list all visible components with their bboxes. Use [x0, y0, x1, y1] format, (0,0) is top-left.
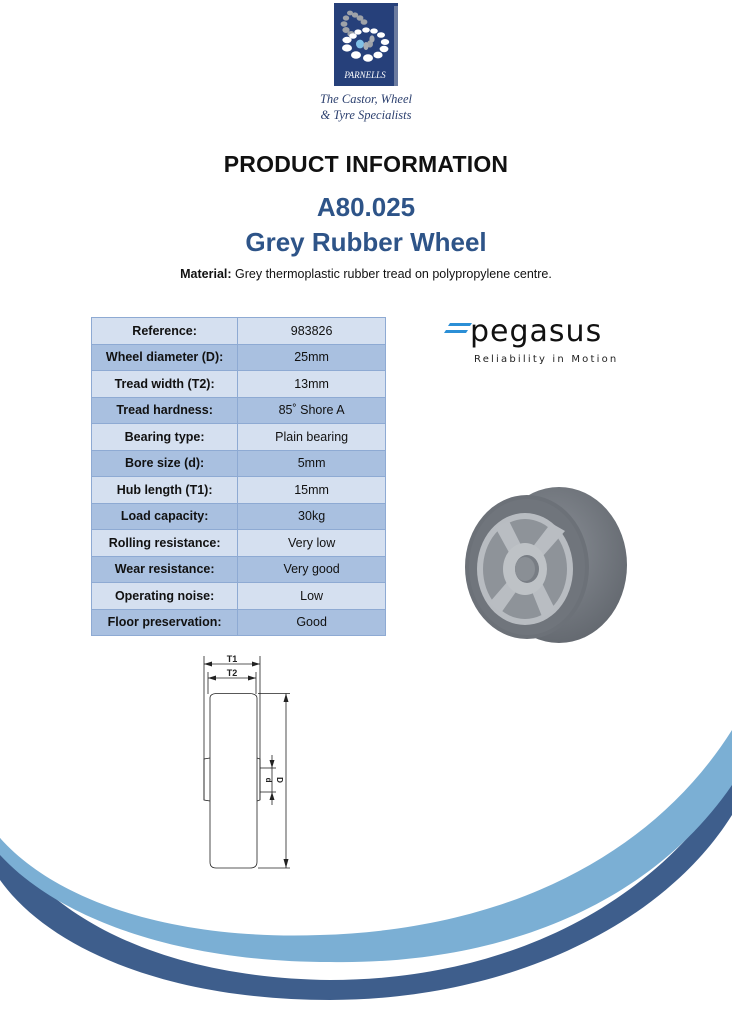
spec-label: Wheel diameter (D):: [92, 344, 238, 371]
product-name: Grey Rubber Wheel: [245, 227, 487, 257]
spec-label: Operating noise:: [92, 583, 238, 610]
wave-dark-band: [0, 777, 732, 1000]
spec-value: 15mm: [238, 477, 386, 504]
spec-label: Tread hardness:: [92, 397, 238, 424]
parnells-logo: [334, 3, 398, 86]
label-t2: T2: [226, 668, 238, 678]
spec-label: Reference:: [92, 318, 238, 345]
spec-row-floor-preservation: [92, 609, 386, 636]
spec-value: Plain bearing: [238, 424, 386, 451]
footer-wave-decoration: [0, 700, 732, 1024]
spec-label: Load capacity:: [92, 503, 238, 530]
spec-value: Very good: [238, 556, 386, 583]
spec-row-hub-length: [92, 477, 386, 504]
spec-value: 5mm: [238, 450, 386, 477]
spec-value: 13mm: [238, 371, 386, 398]
tagline-line-1: The Castor, Wheel: [319, 92, 412, 106]
wave-light-band: [0, 730, 732, 962]
spec-label: Bearing type:: [92, 424, 238, 451]
label-d-small: d: [264, 777, 273, 783]
spec-row-reference: [92, 318, 386, 345]
parnells-wordmark: PARNELLS: [344, 70, 386, 80]
material-value: Grey thermoplastic rubber tread on polypropylene centre.: [231, 267, 552, 281]
spec-label: Rolling resistance:: [92, 530, 238, 557]
spec-row-load-capacity: [92, 503, 386, 530]
spec-label: Floor preservation:: [92, 609, 238, 636]
product-code: A80.025: [316, 192, 416, 222]
spec-value: 25mm: [238, 344, 386, 371]
spec-row-wheel-diameter: [92, 344, 386, 371]
spec-row-bearing-type: [92, 424, 386, 451]
pegasus-wordmark: pegasus: [470, 315, 603, 349]
spec-row-tread-hardness: [92, 397, 386, 424]
label-t1: T1: [226, 654, 238, 664]
spec-row-bore-size: [92, 450, 386, 477]
spec-label: Hub length (T1):: [92, 477, 238, 504]
page-title: PRODUCT INFORMATION: [223, 151, 509, 177]
label-d-large: D: [275, 777, 284, 783]
pegasus-speed-lines-icon: [444, 323, 472, 333]
spec-label: Bore size (d):: [92, 450, 238, 477]
wheel-product-image: [455, 475, 645, 655]
spec-row-rolling-resistance: [92, 530, 386, 557]
material-description: [0, 267, 732, 281]
tagline-line-2: & Tyre Specialists: [320, 108, 412, 122]
spec-value: Very low: [238, 530, 386, 557]
spec-value: Good: [238, 609, 386, 636]
spec-label: Wear resistance:: [92, 556, 238, 583]
parnells-tagline: [290, 91, 442, 123]
spec-label: Tread width (T2):: [92, 371, 238, 398]
spec-row-tread-width: [92, 371, 386, 398]
spec-row-wear-resistance: [92, 556, 386, 583]
spec-value: 85˚ Shore A: [238, 397, 386, 424]
material-label: Material:: [180, 267, 232, 281]
pegasus-logo: [444, 315, 619, 369]
spec-value: Low: [238, 583, 386, 610]
spec-row-operating-noise: [92, 583, 386, 610]
spec-value: 30kg: [238, 503, 386, 530]
spec-value: 983826: [238, 318, 386, 345]
pegasus-tagline: Reliability in Motion: [474, 354, 619, 365]
spec-table: [91, 317, 386, 636]
